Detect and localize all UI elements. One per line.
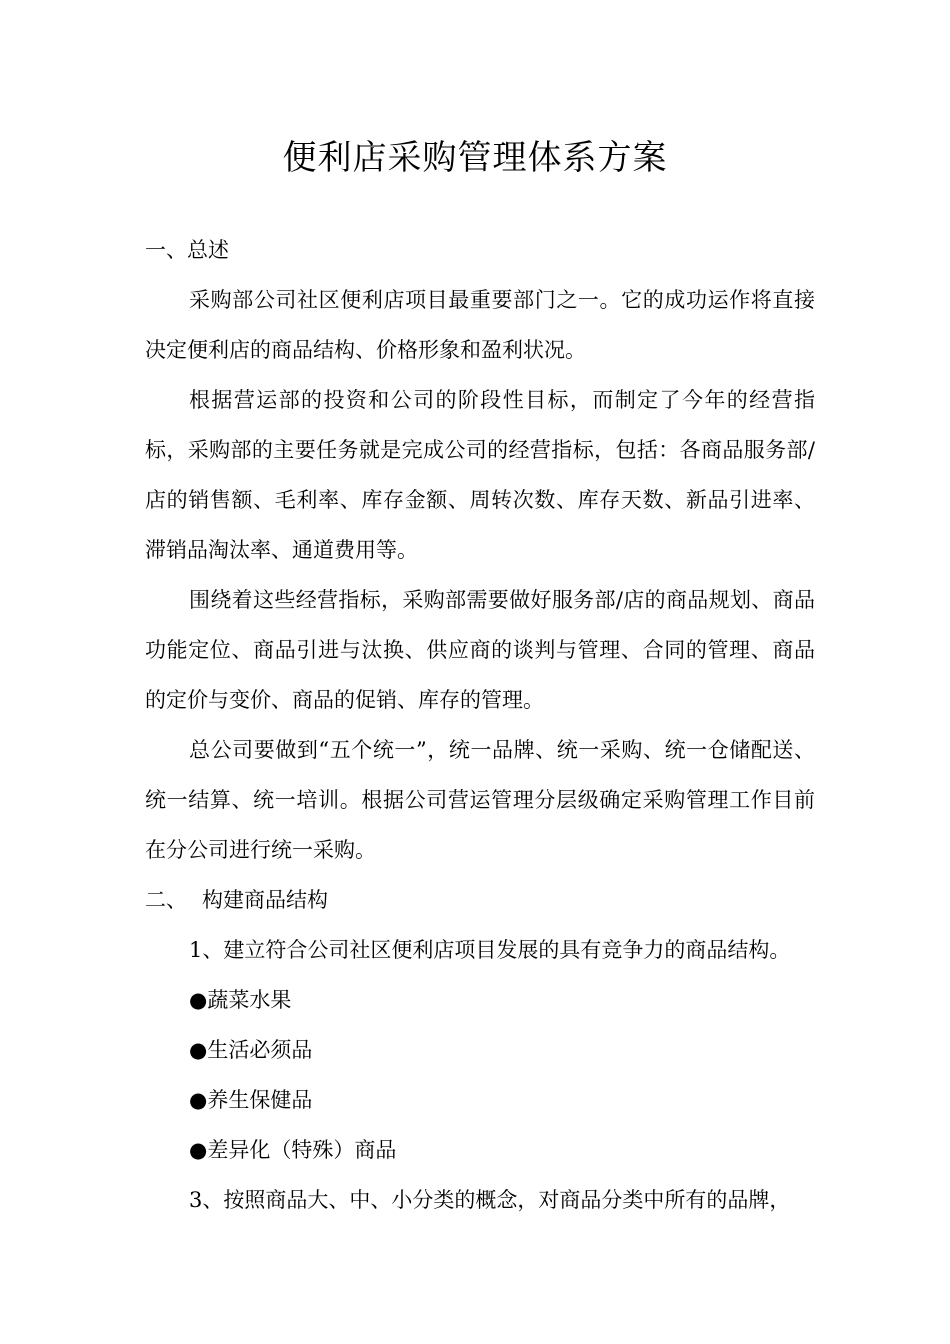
list-item: 1、建立符合公司社区便利店项目发展的具有竞争力的商品结构。: [189, 938, 791, 962]
bullet-item: ●差异化（特殊）商品: [189, 1138, 397, 1162]
list-item: 3、按照商品大、中、小分类的概念，对商品分类中所有的品牌，: [189, 1188, 791, 1212]
bullet-item: ●蔬菜水果: [189, 988, 292, 1012]
section-heading-product-structure: [145, 875, 815, 925]
section-heading-text: 构建商品结构: [202, 888, 328, 912]
section-number: 二、: [145, 888, 187, 912]
bullet-item: ●生活必须品: [189, 1038, 313, 1062]
document-body: [145, 225, 815, 1225]
paragraph: 根据营运部的投资和公司的阶段性目标，而制定了今年的经营指标，采购部的主要任务就是完成公司的经营指标，包括：各商品服务部/店的销售额、毛利率、库存金额、周转次数、库存天数、新品引进率、滞销品淘汰率、通道费用等。: [145, 388, 815, 562]
paragraph: 围绕着这些经营指标，采购部需要做好服务部/店的商品规划、商品功能定位、商品引进与汰换、供应商的谈判与管理、合同的管理、商品的定价与变价、商品的促销、库存的管理。: [145, 588, 815, 712]
paragraph: 总公司要做到“五个统一”，统一品牌、统一采购、统一仓储配送、统一结算、统一培训。根据公司营运管理分层级确定采购管理工作目前在分公司进行统一采购。: [145, 738, 815, 862]
document-title: 便利店采购管理体系方案: [282, 138, 668, 178]
section-heading-overview: 一、总述: [145, 238, 229, 262]
paragraph: 采购部公司社区便利店项目最重要部门之一。它的成功运作将直接决定便利店的商品结构、价格形象和盈利状况。: [145, 288, 815, 362]
bullet-item: ●养生保健品: [189, 1088, 313, 1112]
